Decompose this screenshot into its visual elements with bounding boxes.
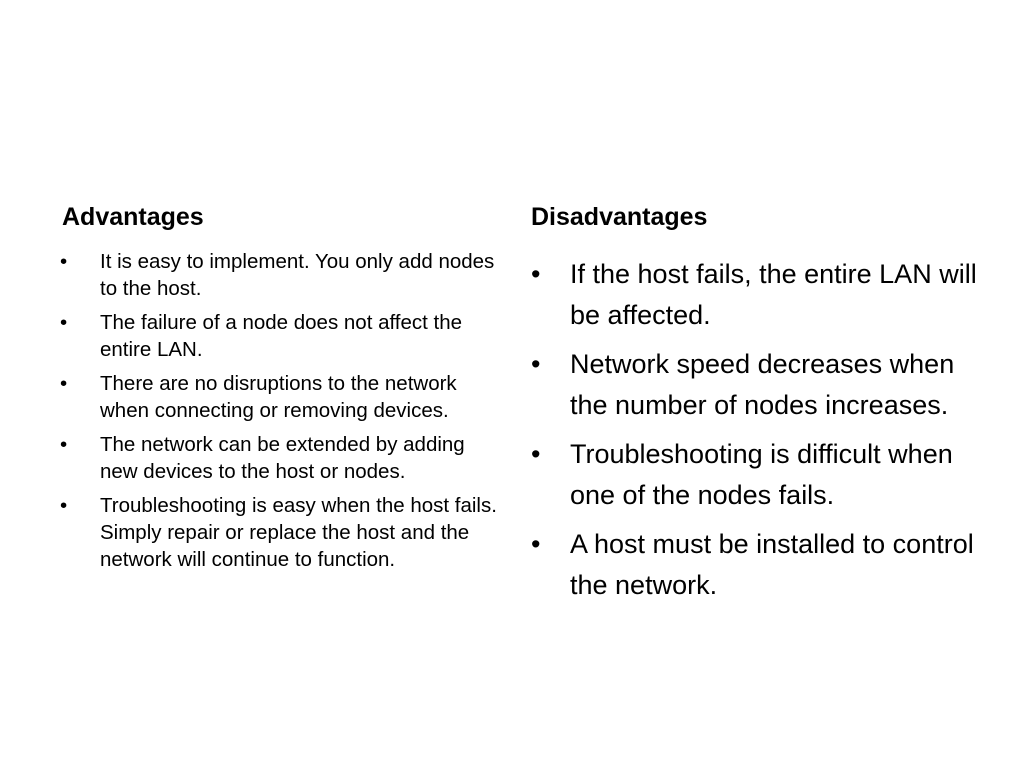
disadvantages-item-text: Network speed decreases when the number of nodes increases. [570,349,955,420]
bullet-icon: • [531,259,541,289]
disadvantages-item-text: Troubleshooting is difficult when one of the nodes fails. [570,439,953,510]
disadvantages-item-text: A host must be installed to control the network. [570,529,974,600]
disadvantages-item [531,344,991,426]
disadvantages-item-text: If the host fails, the entire LAN will be affected. [570,259,977,330]
advantages-item-text: The network can be extended by adding new devices to the host or nodes. [100,433,465,483]
bullet-icon: • [531,439,541,469]
advantages-item [60,248,500,302]
disadvantages-item [531,254,991,336]
bullet-icon: • [60,311,68,334]
bullet-icon: • [531,529,541,559]
bullet-icon: • [60,372,68,395]
advantages-item-text: Troubleshooting is easy when the host fails. Simply repair or replace the host and the network will continue to function. [100,494,497,571]
advantages-item [60,370,500,424]
bullet-icon: • [60,494,68,517]
advantages-heading: Advantages [62,203,204,231]
disadvantages-item [531,524,991,606]
advantages-item-text: The failure of a node does not affect the entire LAN. [100,311,463,361]
bullet-icon: • [60,250,68,273]
advantages-item [60,309,500,363]
advantages-item-text: There are no disruptions to the network when connecting or removing devices. [100,372,457,422]
bullet-icon: • [60,433,68,456]
disadvantages-item [531,434,991,516]
disadvantages-list [531,254,991,614]
disadvantages-heading: Disadvantages [531,203,708,231]
advantages-item-text: It is easy to implement. You only add nodes to the host. [100,250,495,300]
advantages-list [60,248,500,580]
bullet-icon: • [531,349,541,379]
advantages-item [60,492,500,573]
advantages-item [60,431,500,485]
